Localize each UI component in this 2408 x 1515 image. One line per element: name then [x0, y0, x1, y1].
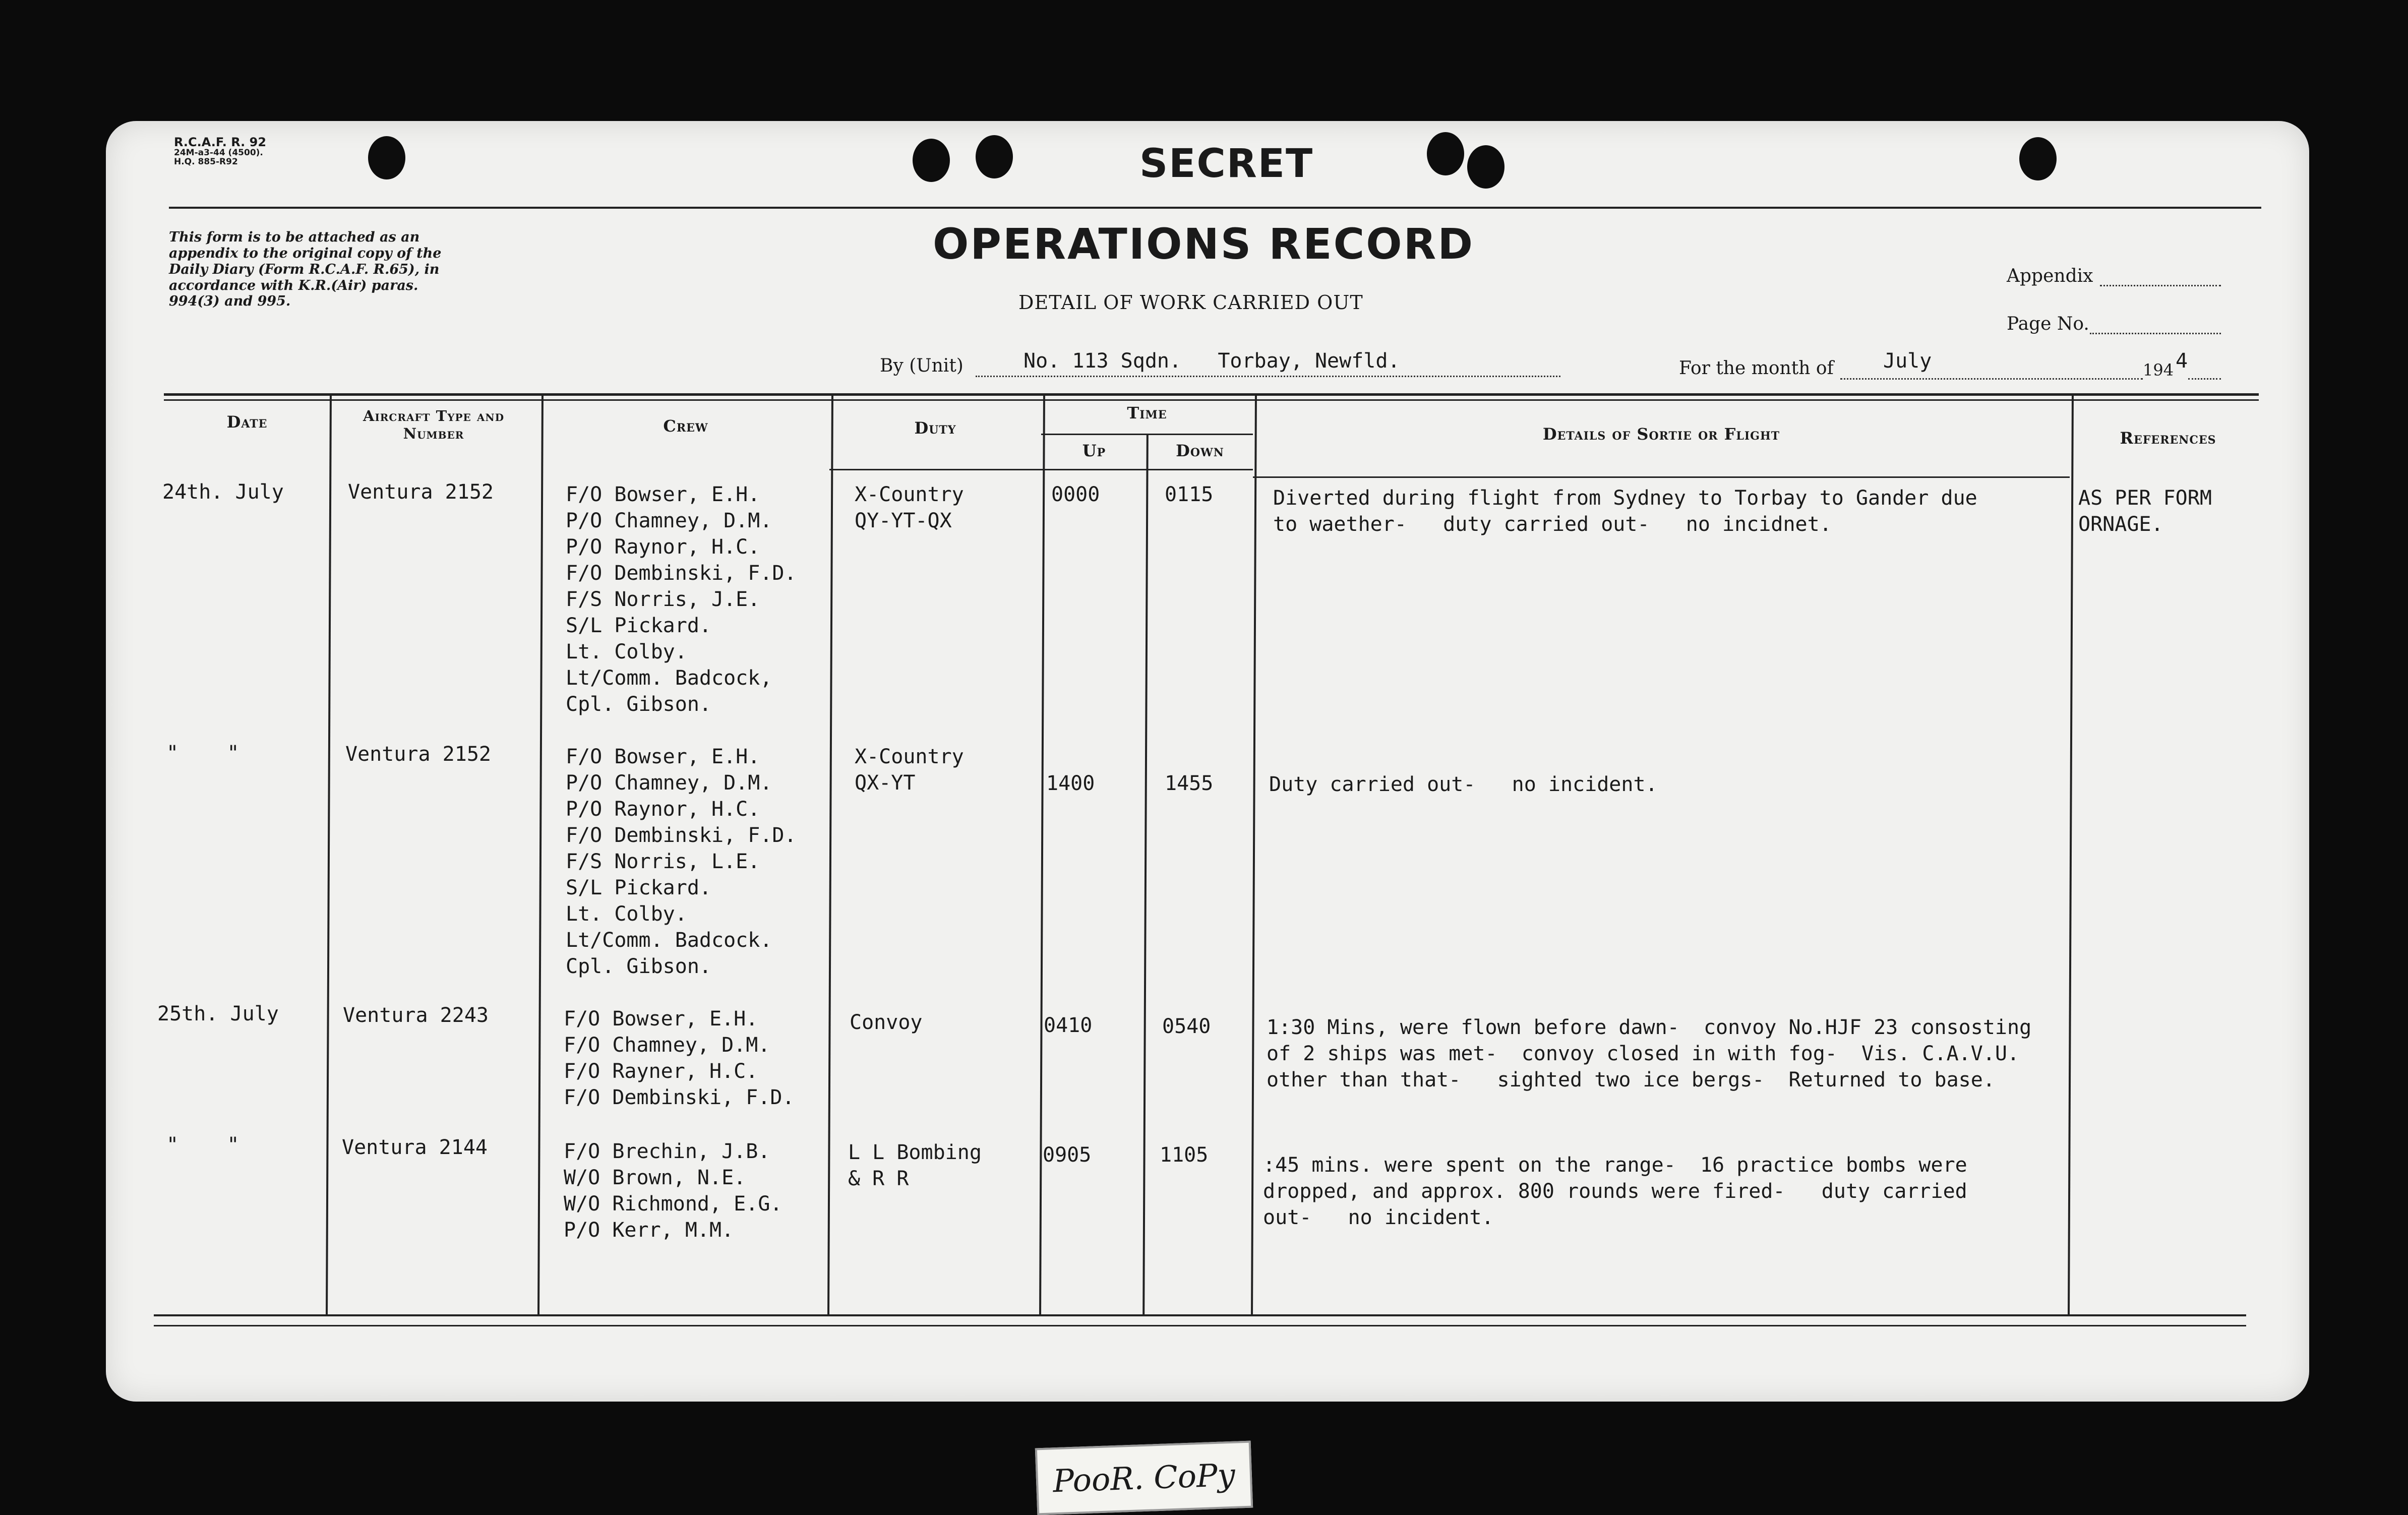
row-1-details: Diverted during flight from Sydney to Torbay to Gander due to waether- duty carried out- no incidnet. [1273, 487, 1977, 536]
row-3-details: 1:30 Mins, were flown before dawn- convoy No.HJF 23 consosting of 2 ships was met- convoy closed in with fog- Vis. C.A.V.U. other than that- sighted two ice bergs- Returned to base. [1267, 1016, 2032, 1092]
page-no-label: Page No. [2007, 314, 2089, 334]
header-details: Details of Sortie or Flight [1542, 425, 1780, 444]
month-value: July [1883, 349, 1932, 373]
row-3-duty: Convoy [850, 1011, 923, 1034]
table-bottom-rule-2 [154, 1325, 2246, 1326]
appendix-note: This form is to be attached as an appendix to the original copy of the Daily Diary (Form R.C.A.F. R.65), in accordance with K.R.(Air) paras. 994(3) and 995. [169, 229, 442, 310]
unit-value: No. 113 Sqdn. Torbay, Newfld. [1024, 349, 1400, 373]
row-4-up: 0905 [1043, 1143, 1092, 1167]
month-label: For the month of [1679, 358, 1834, 379]
punch-hole [1427, 132, 1464, 175]
row-2-down: 1455 [1165, 772, 1214, 795]
row-1-references: AS PER FORM ORNAGE. [2078, 487, 2212, 536]
unit-dots [976, 376, 1560, 377]
row-3-crew: F/O Bowser, E.H. F/O Chamney, D.M. F/O Rayner, H.C. F/O Dembinski, F.D. [564, 1007, 795, 1109]
page-no-dots [2090, 333, 2221, 334]
punch-hole [2019, 137, 2057, 180]
row-3-down: 0540 [1162, 1015, 1211, 1038]
punch-hole [976, 135, 1013, 178]
form-number-text: R.C.A.F. R. 92 [174, 135, 267, 149]
poor-copy-tag: PooR. CoPy [1035, 1441, 1253, 1515]
punch-hole [1467, 145, 1504, 189]
page-title: OPERATIONS RECORD [933, 219, 1475, 269]
row-2-aircraft: Ventura 2152 [345, 743, 491, 766]
row-2-up: 1400 [1046, 772, 1095, 795]
year-dots [2188, 378, 2221, 380]
unit-label: By (Unit) [880, 355, 964, 376]
punch-hole [368, 136, 405, 179]
row-2-date: " " [166, 742, 239, 765]
row-1-crew: F/O Bowser, E.H. P/O Chamney, D.M. P/O Raynor, H.C. F/O Dembinski, F.D. F/S Norris, J.E. S/L Pickard. Lt. Colby. Lt/Comm. Badcock, Cpl. Gibson. [566, 483, 797, 716]
row-4-details: :45 mins. were spent on the range- 16 practice bombs were dropped, and approx. 800 rounds were fired- duty carried out- no incident. [1263, 1154, 1967, 1229]
row-3-aircraft: Ventura 2243 [343, 1004, 489, 1027]
row-2-details: Duty carried out- no incident. [1269, 773, 1658, 796]
table-bottom-rule [154, 1314, 2246, 1316]
row-2-duty: X-Country QX-YT [855, 745, 964, 795]
row-4-crew: F/O Brechin, J.B. W/O Brown, N.E. W/O Richmond, E.G. P/O Kerr, M.M. [564, 1140, 782, 1242]
header-crew: Crew [663, 416, 708, 436]
form-number [174, 136, 266, 167]
details-header-rule [1253, 476, 2070, 478]
table-top-rule-2 [164, 399, 2259, 401]
header-references: References [2120, 429, 2216, 448]
month-dots [1840, 378, 2143, 380]
row-2-crew: F/O Bowser, E.H. P/O Chamney, D.M. P/O Raynor, H.C. F/O Dembinski, F.D. F/S Norris, L.E. S/L Pickard. Lt. Colby. Lt/Comm. Badcock. Cpl. Gibson. [566, 745, 797, 978]
row-4-date: " " [166, 1133, 239, 1157]
row-1-down: 0115 [1165, 483, 1214, 506]
row-1-date: 24th. July [162, 480, 284, 504]
header-down: Down [1176, 441, 1224, 460]
row-4-aircraft: Ventura 2144 [342, 1136, 488, 1159]
year-suffix: 4 [2176, 349, 2188, 373]
header-bottom-rule [829, 469, 1253, 470]
row-3-up: 0410 [1044, 1014, 1093, 1037]
row-1-aircraft: Ventura 2152 [348, 480, 494, 504]
header-duty: Duty [914, 418, 956, 438]
hq-code: H.Q. 885-R92 [174, 157, 238, 167]
row-4-down: 1105 [1160, 1143, 1209, 1167]
page-subtitle: DETAIL OF WORK CARRIED OUT [1018, 291, 1363, 314]
punch-hole [913, 139, 950, 182]
appendix-dots [2100, 285, 2221, 286]
print-code: 24M-a3-44 (4500). [174, 148, 263, 158]
row-1-duty: X-Country QY-YT-QX [855, 483, 964, 532]
row-3-date: 25th. July [157, 1002, 279, 1025]
row-4-duty: L L Bombing & R R [848, 1141, 982, 1190]
row-1-up: 0000 [1051, 483, 1100, 506]
classification-stamp: SECRET [1139, 141, 1314, 187]
header-time: Time [1127, 403, 1167, 422]
appendix-label: Appendix [2007, 266, 2093, 286]
header-up: Up [1082, 441, 1106, 460]
year-prefix: 194 [2143, 360, 2174, 380]
header-date: Date [226, 412, 268, 432]
top-rule [169, 207, 2261, 209]
table-top-rule [164, 393, 2259, 396]
header-aircraft: Aircraft Type and Number [363, 407, 505, 442]
